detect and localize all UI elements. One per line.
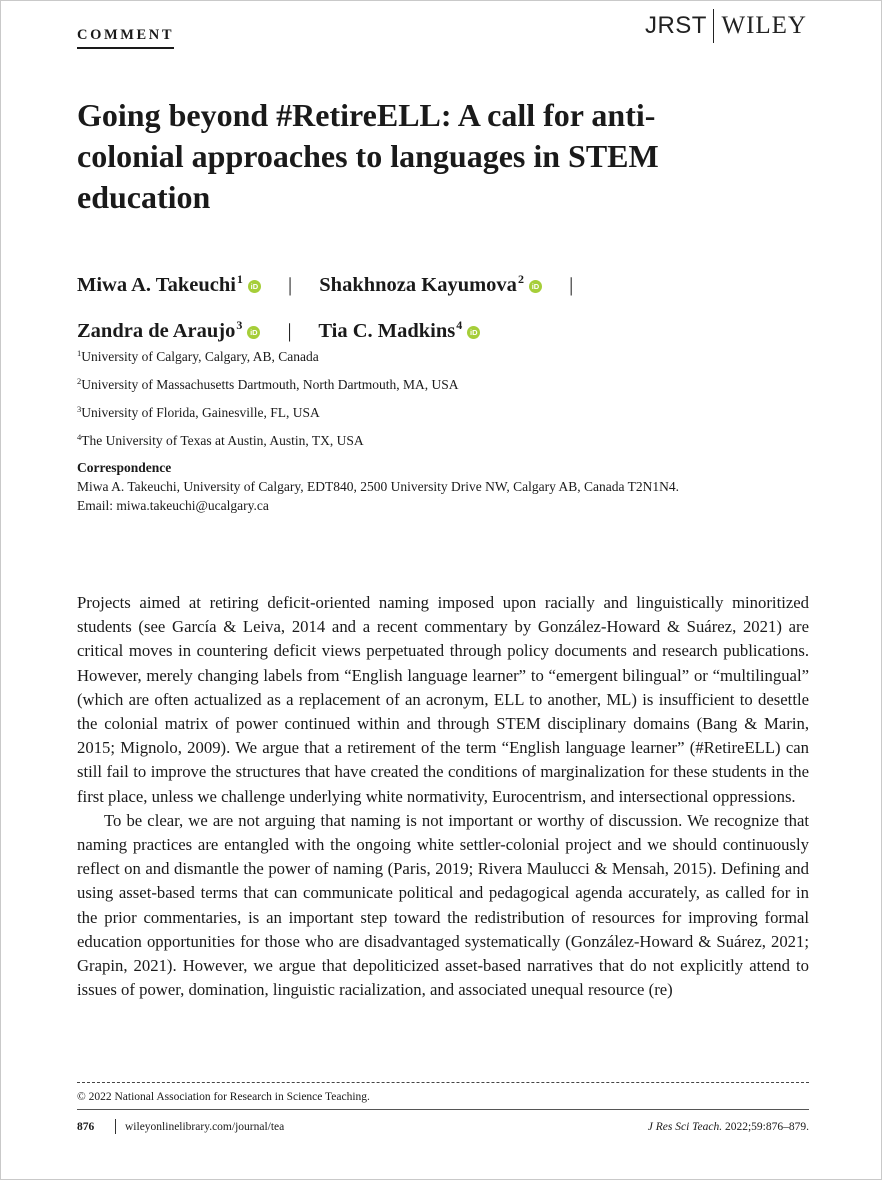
body-paragraph: To be clear, we are not arguing that naming is not important or worthy of discussion. We recognize that naming practices are entangled with the ongoing white settler-colonial project and we should continuously reflect on and dismantle the power of naming (Paris, 2019; Rivera Maulucci & Mensah, 2015). Defining and using asset-based terms that can communicate political and pedagogical agenda accurately, as called for in the prior commentaries, is an important step toward the redistribution of resources for improving formal education opportunities for those who are disadvantaged systematically (González-Howard & Suárez, 2021; Grapin, 2021). However, we argue that depoliticized asset-based narratives that do not explicitly attend to issues of power, domination, linguistic racialization, and associated unequal resource (re) (77, 810, 809, 1000)
affiliation-text: University of Florida, Gainesville, FL, USA (81, 405, 320, 420)
author-name: Zandra de Araujo (77, 320, 236, 342)
author-affil-num: 3 (236, 318, 243, 332)
affiliation-number: 4 (77, 432, 82, 442)
author-affil-num: 2 (517, 272, 524, 286)
page-number: 876 (77, 1120, 95, 1133)
affiliation-number: 1 (77, 348, 82, 358)
affiliation-list (77, 341, 458, 453)
copyright-notice: © 2022 National Association for Research in Science Teaching. (77, 1091, 370, 1103)
affiliation-item (77, 425, 458, 453)
author-affil-num: 1 (236, 272, 243, 286)
orcid-icon[interactable]: iD (247, 326, 260, 339)
author-name: Miwa A. Takeuchi (77, 274, 236, 296)
page-footer (77, 1119, 809, 1134)
correspondence-email[interactable]: Email: miwa.takeuchi@ucalgary.ca (77, 498, 269, 513)
affiliation-item (77, 397, 458, 425)
journal-url-link[interactable]: wileyonlinelibrary.com/journal/tea (125, 1120, 285, 1133)
brand-divider (713, 9, 715, 43)
orcid-icon[interactable]: iD (248, 280, 261, 293)
body-paragraph: Projects aimed at retiring deficit-oriented naming imposed upon racially and linguistically minoritized students (see García & Leiva, 2014 and a recent commentary by González-Howard & Suárez, 2021) are critical moves in countering deficit views perpetuated through policy documents and research publications. However, merely changing labels from “English language learner” to “emergent bilingual” or “multilingual” (which are often actualized as a replacement of an acronym, ELL to another, ML) is insufficient to desettle the colonial matrix of power continued within and through STEM disciplinary domains (Bang & Marin, 2015; Mignolo, 2009). We argue that a retirement of the term “English language learner” (#RetireELL) can still fail to improve the structures that have created the conditions of marginalization for these students in the first place, unless we challenge underlying white normativity, Eurocentrism, and intersectional oppressions. (77, 593, 809, 806)
footer-divider (77, 1109, 809, 1110)
article-title: Going beyond #RetireELL: A call for anti-colonial approaches to languages in STEM education (77, 97, 659, 215)
affiliation-number: 2 (77, 376, 82, 386)
journal-brand-logo (645, 9, 807, 43)
brand-jrst: JRST (644, 12, 707, 39)
affiliation-item (77, 341, 458, 369)
correspondence-address: Miwa A. Takeuchi, University of Calgary, EDT840, 2500 University Drive NW, Calgary AB, Canada T2N1N4. (77, 479, 679, 494)
affiliation-text: University of Massachusetts Dartmouth, North Dartmouth, MA, USA (81, 377, 459, 392)
author-affil-num: 4 (456, 318, 463, 332)
affiliation-text: University of Calgary, Calgary, AB, Canada (81, 349, 319, 364)
affiliation-text: The University of Texas at Austin, Austin, TX, USA (81, 433, 364, 448)
footnote-divider (77, 1082, 809, 1083)
correspondence-block (77, 458, 679, 515)
author-name: Shakhnoza Kayumova (319, 274, 517, 296)
orcid-icon[interactable]: iD (529, 280, 542, 293)
citation-info (648, 1121, 809, 1133)
author-name: Tia C. Madkins (318, 320, 456, 342)
orcid-icon[interactable]: iD (467, 326, 480, 339)
footer-separator (115, 1119, 116, 1134)
article-body (77, 591, 809, 1002)
author-separator: | (287, 320, 292, 342)
correspondence-heading: Correspondence (77, 460, 172, 475)
author-separator: | (288, 274, 293, 296)
affiliation-item (77, 369, 458, 397)
section-label: COMMENT (77, 27, 174, 49)
citation-details: 2022;59:876–879. (722, 1120, 809, 1133)
author-separator: | (569, 274, 574, 296)
brand-wiley: WILEY (721, 12, 807, 39)
author-line (77, 259, 777, 305)
affiliation-number: 3 (77, 404, 82, 414)
journal-abbrev: J Res Sci Teach. (647, 1120, 723, 1133)
author-list (77, 259, 777, 351)
